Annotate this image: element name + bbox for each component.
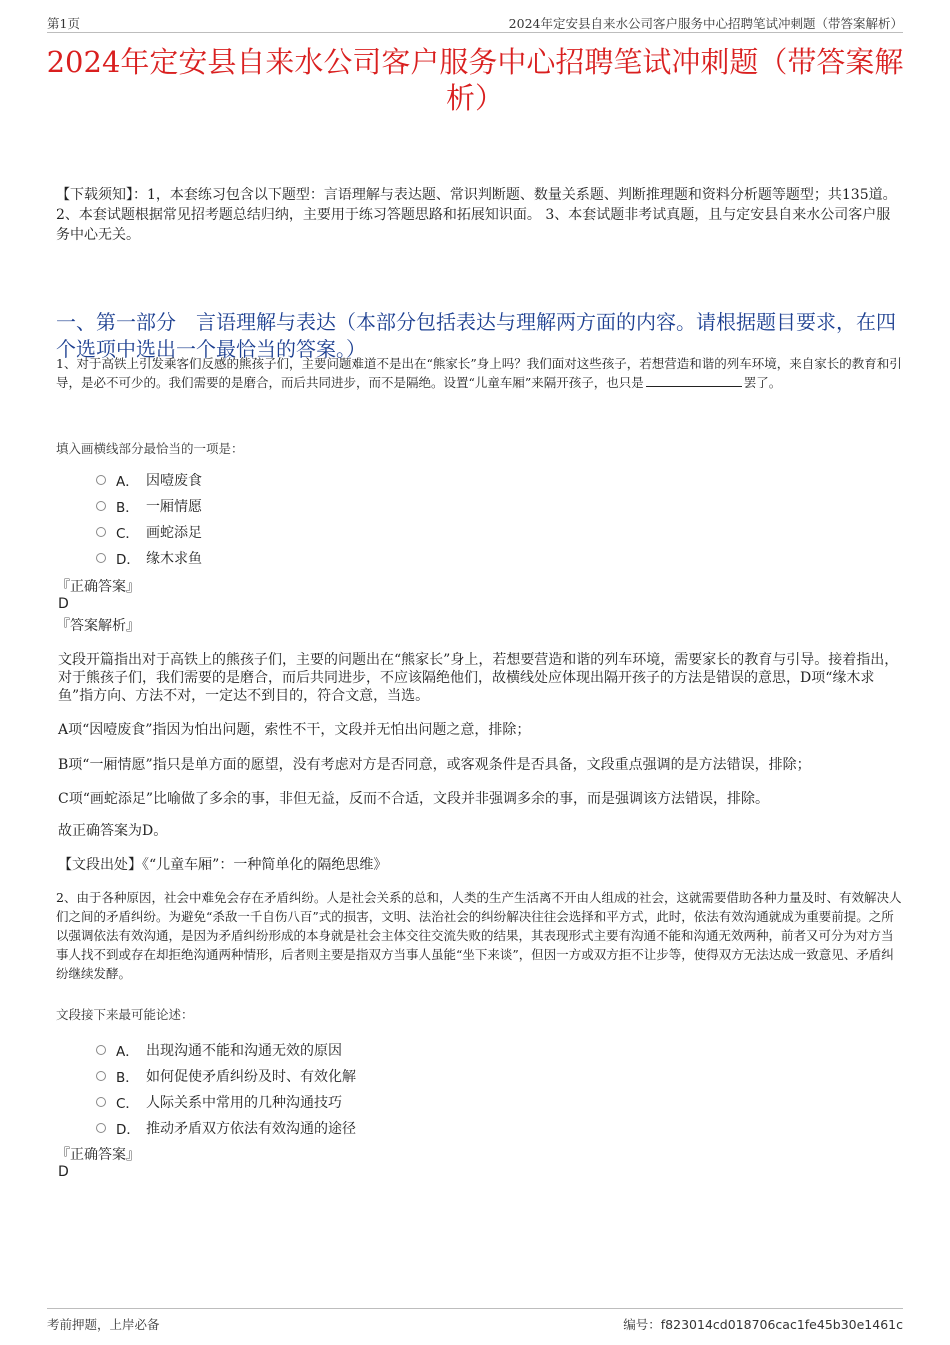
correct-answer: D [58, 1164, 69, 1180]
option-b[interactable] [96, 493, 202, 519]
analysis-conclusion: 故正确答案为D。 [58, 823, 168, 839]
page-number: 第1页 [47, 16, 80, 31]
question-1-prompt: 填入画横线部分最恰当的一项是： [56, 441, 244, 456]
option-d[interactable] [96, 545, 202, 571]
radio-icon[interactable] [96, 1097, 106, 1107]
question-2-options [96, 1037, 356, 1141]
header-doc-title: 2024年定安县自来水公司客户服务中心招聘笔试冲刺题（带答案解析） [508, 16, 903, 31]
correct-answer-label: 『正确答案』 [56, 1147, 140, 1163]
option-letter: B． [116, 1070, 139, 1086]
correct-answer: D [58, 596, 69, 612]
radio-icon[interactable] [96, 475, 106, 485]
analysis-paragraph: B项“一厢情愿”指只是单方面的愿望，没有考虑对方是否同意，或客观条件是否具备，文段重点强调的是方法错误，排除； [58, 757, 811, 773]
source-citation: 【文段出处】《“儿童车厢”：一种简单化的隔绝思维》 [58, 857, 388, 873]
question-1-stem: 1、对于高铁上引发乘客们反感的熊孩子们，主要问题难道不是出在“熊家长”身上吗？我们面对这些孩子，若想营造和谐的列车环境，来自家长的教育和引导，是必不可少的。我们需要的是磨合，而后共同进步，而不是隔绝。设置“儿童车厢”来隔开孩子，也只是 [56, 356, 902, 390]
option-text: 人际关系中常用的几种沟通技巧 [146, 1095, 342, 1111]
footer-code-label: 编号： [623, 1317, 661, 1332]
page-footer [47, 1308, 903, 1333]
question-2-prompt: 文段接下来最可能论述： [56, 1007, 194, 1022]
analysis-paragraph: C项“画蛇添足”比喻做了多余的事，非但无益，反而不合适，文段并非强调多余的事，而是强调该方法错误，排除。 [58, 791, 770, 807]
footer-code-value: f823014cd018706cac1fe45b30e1461c [660, 1317, 903, 1332]
analysis-label: 『答案解析』 [56, 618, 140, 634]
section-heading: 一、第一部分 言语理解与表达（本部分包括表达与理解两方面的内容。请根据题目要求，在四个选项中选出一个最恰当的答案。） [56, 310, 896, 361]
page-title: 2024年定安县自来水公司客户服务中心招聘笔试冲刺题（带答案解析） [46, 45, 904, 115]
option-text: 一厢情愿 [146, 499, 202, 515]
radio-icon[interactable] [96, 527, 106, 537]
radio-icon[interactable] [96, 1123, 106, 1133]
radio-icon[interactable] [96, 1045, 106, 1055]
option-c[interactable] [96, 1089, 356, 1115]
question-2-text: 2、由于各种原因，社会中难免会存在矛盾纠纷。人是社会关系的总和，人类的生产生活离不开由人组成的社会，这就需要借助各种力量及时、有效解决人们之间的矛盾纠纷。为避免“杀敌一千自伤八百”式的损害，文明、法治社会的纠纷解决往往会选择和平方式，此时，依法有效沟通就成为重要前提。之所以强调依法有效沟通，是因为矛盾纠纷形成的本身就是社会主体交往交流失败的结果，其表现形式主要有沟通不能和沟通无效两种，前者又可分为对方当事人找不到或存在却拒绝沟通两种情形，后者则主要是指双方当事人虽能“坐下来谈”，但因一方或双方拒不让步等，使得双方无法达成一致意见、矛盾纠纷继续发酵。 [56, 890, 902, 981]
answer-blank [646, 374, 742, 387]
option-letter: C． [116, 526, 139, 542]
option-text: 缘木求鱼 [146, 551, 202, 567]
radio-icon[interactable] [96, 501, 106, 511]
question-1-text [56, 354, 902, 392]
option-letter: C． [116, 1096, 139, 1112]
option-text: 推动矛盾双方依法有效沟通的途径 [146, 1121, 356, 1137]
radio-icon[interactable] [96, 1071, 106, 1081]
question-1-stem-end: 罢了。 [743, 375, 782, 390]
analysis-paragraph: 文段开篇指出对于高铁上的熊孩子们，主要的问题出在“熊家长”身上，若想要营造和谐的列车环境，需要家长的教育与引导。接着指出，对于熊孩子们，我们需要的是磨合，而后共同进步，不应该隔绝他们，故横线处应体现出隔开孩子的方法是错误的意思，D项“缘木求鱼”指方向、方法不对，一定达不到目的，符合文意，当选。 [58, 652, 899, 704]
option-text: 出现沟通不能和沟通无效的原因 [146, 1043, 342, 1059]
option-text: 如何促使矛盾纠纷及时、有效化解 [146, 1069, 356, 1085]
option-letter: A． [116, 474, 139, 490]
download-notice: 【下载须知】：1，本套练习包含以下题型：言语理解与表达题、常识判断题、数量关系题、判断推理题和资料分析题等题型；共135道。 2、本套试题根据常见招考题总结归纳，主要用于练习答题思路和拓展知识面。 3、本套试题非考试真题，且与定安县自来水公司客户服务中心无关。 [56, 187, 897, 243]
option-letter: D． [116, 552, 140, 568]
option-d[interactable] [96, 1115, 356, 1141]
question-1-options [96, 467, 202, 571]
footer-slogan: 考前押题，上岸必备 [47, 1317, 160, 1332]
option-b[interactable] [96, 1063, 356, 1089]
option-text: 画蛇添足 [146, 525, 202, 541]
footer-code [623, 1315, 903, 1333]
option-text: 因噎废食 [146, 473, 202, 489]
option-c[interactable] [96, 519, 202, 545]
option-a[interactable] [96, 1037, 356, 1063]
option-letter: A． [116, 1044, 139, 1060]
option-letter: D． [116, 1122, 140, 1138]
radio-icon[interactable] [96, 553, 106, 563]
correct-answer-label: 『正确答案』 [56, 579, 140, 595]
option-a[interactable] [96, 467, 202, 493]
analysis-paragraph: A项“因噎废食”指因为怕出问题，索性不干，文段并无怕出问题之意，排除； [58, 722, 531, 738]
page-header [47, 14, 903, 33]
option-letter: B． [116, 500, 139, 516]
